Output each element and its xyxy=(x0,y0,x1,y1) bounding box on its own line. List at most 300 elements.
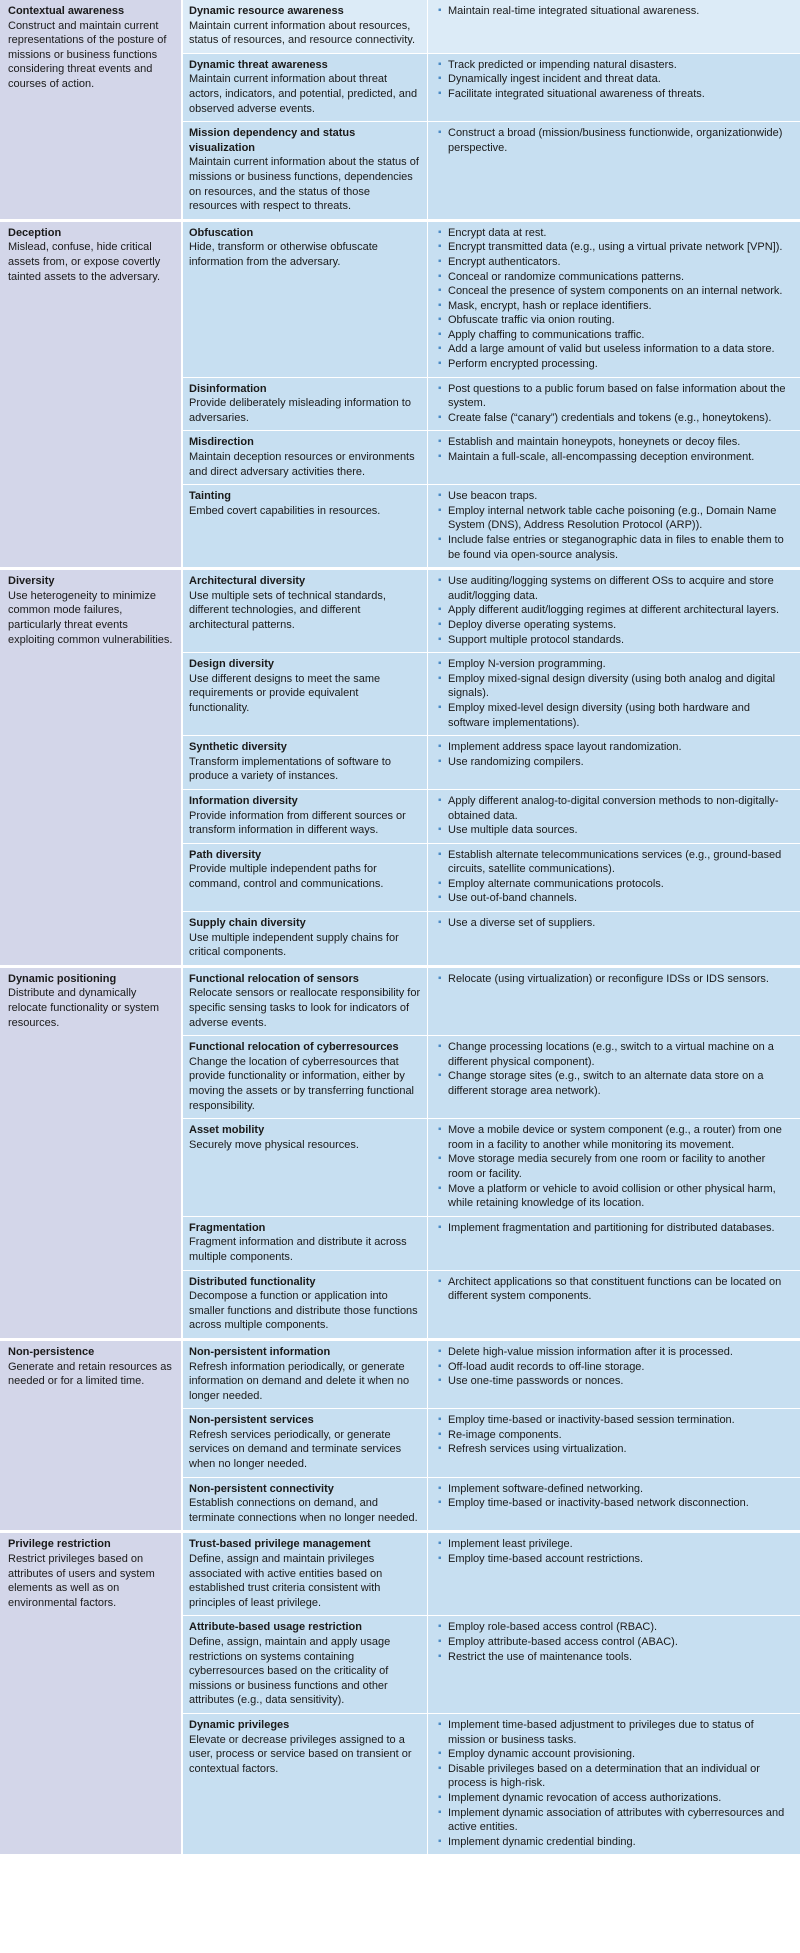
technique-title: Dynamic positioning xyxy=(8,972,117,985)
example-item xyxy=(438,574,792,603)
approach-description: Maintain current information about the status of missions or business functions, dependencies on resources, and the status of those resources with respect to threats. xyxy=(189,156,419,213)
bullet-icon: ▪ xyxy=(438,1041,442,1053)
approach-description: Use different designs to meet the same requirements or provide equivalent functionality. xyxy=(189,672,381,714)
approach-title: Asset mobility xyxy=(189,1124,265,1137)
approach-description: Relocate sensors or reallocate responsibility for specific sensing tasks to look for indicators of adverse events. xyxy=(189,987,421,1029)
examples-list xyxy=(438,382,792,426)
approach-description: Maintain deception resources or environments and direct adversary activities there. xyxy=(189,451,415,478)
approach-cell xyxy=(182,1409,428,1477)
examples-cell xyxy=(428,1713,800,1855)
technique-description: Construct and maintain current representations of the posture of missions or business functions considering threat events and courses of action. xyxy=(8,19,167,90)
example-text: Use one-time passwords or nonces. xyxy=(448,1375,624,1388)
example-item xyxy=(438,411,792,426)
approach-title: Supply chain diversity xyxy=(189,917,306,930)
approach-description: Change the location of cyberresources that provide functionality or information, either by moving the assets or by transferring functional responsibility. xyxy=(189,1055,415,1112)
example-item xyxy=(438,1413,792,1428)
examples-list xyxy=(438,1482,792,1511)
approach-description: Define, assign and maintain privileges associated with active entities based on established trust criteria consistent with principles of least privilege. xyxy=(189,1553,383,1609)
approach-cell xyxy=(182,1270,428,1339)
example-text: Add a large amount of valid but useless information to a data store. xyxy=(448,343,775,356)
technique-description: Distribute and dynamically relocate functionality or system resources. xyxy=(8,987,160,1029)
bullet-icon: ▪ xyxy=(438,972,442,984)
approach-description: Elevate or decrease privileges assigned to a user, process or service based on transient or contextual factors. xyxy=(189,1733,412,1775)
example-text: Implement dynamic credential binding. xyxy=(448,1835,636,1848)
approach-title: Misdirection xyxy=(189,436,254,449)
examples-cell xyxy=(428,569,800,653)
bullet-icon: ▪ xyxy=(438,1748,442,1760)
examples-cell xyxy=(428,1270,800,1339)
example-item xyxy=(438,1345,792,1360)
bullet-icon: ▪ xyxy=(438,127,442,139)
approach-title: Non-persistent information xyxy=(189,1345,331,1358)
examples-cell xyxy=(428,1409,800,1477)
example-text: Employ internal network table cache poisoning (e.g., Domain Name System (DNS), Address Resolution Protocol (ARP)). xyxy=(448,504,777,532)
bullet-icon: ▪ xyxy=(438,1124,442,1136)
approach-description: Use multiple sets of technical standards, different technologies, and different architectural patterns. xyxy=(189,589,386,631)
bullet-icon: ▪ xyxy=(438,1414,442,1426)
example-item xyxy=(438,1650,792,1665)
bullet-icon: ▪ xyxy=(438,451,442,463)
example-text: Employ time-based or inactivity-based session termination. xyxy=(448,1414,735,1427)
technique-title: Deception xyxy=(8,226,62,239)
bullet-icon: ▪ xyxy=(438,1791,442,1803)
example-item xyxy=(438,1152,792,1181)
technique-cell xyxy=(0,0,182,220)
example-text: Change storage sites (e.g., switch to an alternate data store on a different storage area network). xyxy=(448,1070,764,1097)
example-item xyxy=(438,672,792,701)
example-item xyxy=(438,1428,792,1443)
example-item xyxy=(438,226,792,241)
example-text: Implement software-defined networking. xyxy=(448,1482,644,1495)
example-text: Restrict the use of maintenance tools. xyxy=(448,1650,633,1663)
example-text: Establish alternate telecommunications services (e.g., ground-based circuits, satellite communications). xyxy=(448,848,782,876)
approach-description: Use multiple independent supply chains for critical components. xyxy=(189,931,399,959)
example-text: Perform encrypted processing. xyxy=(448,358,598,371)
approach-title: Functional relocation of cyberresources xyxy=(189,1041,399,1054)
example-item xyxy=(438,1762,792,1791)
bullet-icon: ▪ xyxy=(438,618,442,630)
examples-cell xyxy=(428,53,800,121)
bullet-icon: ▪ xyxy=(438,824,442,836)
example-item xyxy=(438,357,792,372)
example-item xyxy=(438,1552,792,1567)
technique-title: Contextual awareness xyxy=(8,5,125,17)
example-text: Off-load audit records to off-line storage. xyxy=(448,1360,645,1373)
examples-cell xyxy=(428,966,800,1035)
example-item xyxy=(438,58,792,73)
approach-description: Define, assign, maintain and apply usage restrictions on systems containing cyberresources based on the criticality of missions or business functions and other attributes (e.g., data sensitivity). xyxy=(189,1636,391,1707)
example-text: Implement address space layout randomization. xyxy=(448,741,682,754)
example-text: Facilitate integrated situational awareness of threats. xyxy=(448,87,705,100)
example-item xyxy=(438,313,792,328)
technique-description: Restrict privileges based on attributes of users and system elements as well as on environmental factors. xyxy=(8,1553,155,1609)
example-item xyxy=(438,1360,792,1375)
approach-cell xyxy=(182,220,428,377)
example-text: Use auditing/logging systems on different OSs to acquire and store audit/logging data. xyxy=(448,575,774,602)
approach-cell xyxy=(182,377,428,431)
technique-title: Diversity xyxy=(8,575,55,588)
examples-cell xyxy=(428,653,800,736)
example-item xyxy=(438,1482,792,1497)
approach-cell xyxy=(182,653,428,736)
approach-description: Decompose a function or application into smaller functions and distribute those functions across multiple components. xyxy=(189,1290,418,1332)
example-text: Deploy diverse operating systems. xyxy=(448,618,617,631)
examples-cell xyxy=(428,1036,800,1119)
example-text: Implement fragmentation and partitioning for distributed databases. xyxy=(448,1221,775,1234)
examples-list xyxy=(438,1537,792,1566)
example-text: Use randomizing compilers. xyxy=(448,755,584,768)
approach-title: Tainting xyxy=(189,490,231,503)
example-text: Implement dynamic revocation of access authorizations. xyxy=(448,1791,722,1804)
table-row xyxy=(0,0,800,53)
example-item xyxy=(438,603,792,618)
example-item xyxy=(438,435,792,450)
bullet-icon: ▪ xyxy=(438,1182,442,1194)
bullet-icon: ▪ xyxy=(438,343,442,355)
example-item xyxy=(438,382,792,411)
example-item xyxy=(438,1275,792,1304)
example-text: Support multiple protocol standards. xyxy=(448,633,625,646)
example-text: Delete high-value mission information after it is processed. xyxy=(448,1345,733,1358)
examples-list xyxy=(438,657,792,730)
example-text: Implement least privilege. xyxy=(448,1538,573,1551)
bullet-icon: ▪ xyxy=(438,436,442,448)
bullet-icon: ▪ xyxy=(438,73,442,85)
examples-cell xyxy=(428,912,800,967)
examples-list xyxy=(438,1275,792,1304)
examples-list xyxy=(438,848,792,906)
example-text: Encrypt transmitted data (e.g., using a virtual private network [VPN]). xyxy=(448,241,783,254)
bullet-icon: ▪ xyxy=(438,358,442,370)
example-item xyxy=(438,270,792,285)
example-text: Change processing locations (e.g., switch to a virtual machine on a different physical component). xyxy=(448,1041,774,1068)
examples-list xyxy=(438,1620,792,1664)
examples-cell xyxy=(428,431,800,485)
example-text: Use out-of-band channels. xyxy=(448,892,578,905)
examples-cell xyxy=(428,1532,800,1616)
example-item xyxy=(438,848,792,877)
example-item xyxy=(438,701,792,730)
approach-title: Architectural diversity xyxy=(189,575,306,588)
example-item xyxy=(438,533,792,562)
example-item xyxy=(438,740,792,755)
example-item xyxy=(438,1040,792,1069)
example-item xyxy=(438,72,792,87)
example-item xyxy=(438,1835,792,1850)
example-text: Use multiple data sources. xyxy=(448,824,578,837)
examples-list xyxy=(438,1345,792,1389)
example-text: Conceal or randomize communications patterns. xyxy=(448,270,685,283)
examples-list xyxy=(438,1413,792,1457)
example-item xyxy=(438,1374,792,1389)
approach-description: Embed covert capabilities in resources. xyxy=(189,504,381,517)
example-text: Employ dynamic account provisioning. xyxy=(448,1748,636,1761)
bullet-icon: ▪ xyxy=(438,382,442,394)
examples-list xyxy=(438,58,792,102)
example-item xyxy=(438,299,792,314)
example-item xyxy=(438,618,792,633)
bullet-icon: ▪ xyxy=(438,917,442,929)
bullet-icon: ▪ xyxy=(438,490,442,502)
example-text: Use a diverse set of suppliers. xyxy=(448,917,596,930)
approach-title: Design diversity xyxy=(189,658,274,671)
example-text: Maintain a full-scale, all-encompassing deception environment. xyxy=(448,451,755,464)
examples-list xyxy=(438,574,792,647)
example-text: Employ alternate communications protocols. xyxy=(448,877,664,890)
example-item xyxy=(438,87,792,102)
approach-title: Dynamic resource awareness xyxy=(189,5,344,17)
example-item xyxy=(438,504,792,533)
approach-description: Refresh services periodically, or generate services on demand and terminate services when no longer needed. xyxy=(189,1428,402,1471)
approach-cell xyxy=(182,912,428,967)
approach-cell xyxy=(182,1216,428,1270)
example-text: Employ role-based access control (RBAC). xyxy=(448,1621,658,1634)
examples-cell xyxy=(428,1216,800,1270)
approach-description: Provide multiple independent paths for command, control and communications. xyxy=(189,863,384,890)
example-item xyxy=(438,891,792,906)
approach-cell xyxy=(182,1339,428,1408)
approach-cell xyxy=(182,431,428,485)
bullet-icon: ▪ xyxy=(438,1070,442,1082)
example-item xyxy=(438,240,792,255)
bullet-icon: ▪ xyxy=(438,1538,442,1550)
bullet-icon: ▪ xyxy=(438,1718,442,1730)
example-text: Encrypt authenticators. xyxy=(448,255,561,268)
example-item xyxy=(438,126,792,155)
bullet-icon: ▪ xyxy=(438,701,442,713)
example-item xyxy=(438,1221,792,1236)
approach-cell xyxy=(182,843,428,911)
approach-cell xyxy=(182,485,428,569)
examples-list xyxy=(438,435,792,464)
example-text: Apply chaffing to communications traffic. xyxy=(448,328,645,341)
example-text: Establish and maintain honeypots, honeynets or decoy files. xyxy=(448,436,741,449)
approach-cell xyxy=(182,789,428,843)
example-text: Disable privileges based on a determination that an individual or process is high-risk. xyxy=(448,1762,760,1790)
examples-list xyxy=(438,1718,792,1849)
approach-title: Dynamic privileges xyxy=(189,1718,290,1731)
technique-cell xyxy=(0,966,182,1339)
bullet-icon: ▪ xyxy=(438,314,442,326)
bullet-icon: ▪ xyxy=(438,504,442,516)
examples-list xyxy=(438,1040,792,1098)
example-text: Architect applications so that constituent functions can be located on different system components. xyxy=(448,1275,782,1303)
table-row xyxy=(0,220,800,377)
approach-cell xyxy=(182,1713,428,1855)
bullet-icon: ▪ xyxy=(438,1360,442,1372)
bullet-icon: ▪ xyxy=(438,755,442,767)
example-text: Post questions to a public forum based on false information about the system. xyxy=(448,382,786,410)
approach-title: Distributed functionality xyxy=(189,1275,316,1288)
bullet-icon: ▪ xyxy=(438,328,442,340)
approach-cell xyxy=(182,1616,428,1714)
approach-cell xyxy=(182,1036,428,1119)
approach-title: Synthetic diversity xyxy=(189,741,287,754)
example-item xyxy=(438,1496,792,1511)
examples-cell xyxy=(428,736,800,790)
approach-description: Hide, transform or otherwise obfuscate information from the adversary. xyxy=(189,241,378,268)
example-text: Move storage media securely from one room or facility to another room or facility. xyxy=(448,1153,766,1180)
approach-description: Refresh information periodically, or generate information on demand and delete it when no longer needed. xyxy=(189,1360,410,1402)
example-item xyxy=(438,1791,792,1806)
examples-cell xyxy=(428,1477,800,1532)
bullet-icon: ▪ xyxy=(438,1497,442,1509)
bullet-icon: ▪ xyxy=(438,241,442,253)
examples-cell xyxy=(428,789,800,843)
example-text: Encrypt data at rest. xyxy=(448,226,547,239)
example-text: Employ attribute-based access control (ABAC). xyxy=(448,1636,678,1648)
approach-cell xyxy=(182,1477,428,1532)
bullet-icon: ▪ xyxy=(438,1221,442,1233)
example-item xyxy=(438,450,792,465)
example-item xyxy=(438,342,792,357)
examples-cell xyxy=(428,220,800,377)
examples-cell xyxy=(428,485,800,569)
bullet-icon: ▪ xyxy=(438,575,442,587)
approach-title: Attribute-based usage restriction xyxy=(189,1621,362,1634)
example-text: Implement time-based adjustment to privileges due to status of mission or business tasks. xyxy=(448,1718,754,1746)
bullet-icon: ▪ xyxy=(438,87,442,99)
technique-cell xyxy=(0,1532,182,1856)
example-item xyxy=(438,255,792,270)
examples-cell xyxy=(428,122,800,221)
example-item xyxy=(438,972,792,987)
approach-cell xyxy=(182,966,428,1035)
example-item xyxy=(438,1806,792,1835)
bullet-icon: ▪ xyxy=(438,255,442,267)
examples-list xyxy=(438,794,792,838)
bullet-icon: ▪ xyxy=(438,226,442,238)
bullet-icon: ▪ xyxy=(438,1835,442,1847)
bullet-icon: ▪ xyxy=(438,892,442,904)
table-row xyxy=(0,1532,800,1616)
example-item xyxy=(438,794,792,823)
technique-description: Mislead, confuse, hide critical assets from, or expose covertly tainted assets to the adversary. xyxy=(8,241,161,283)
example-text: Track predicted or impending natural disasters. xyxy=(448,58,677,71)
example-item xyxy=(438,1635,792,1650)
examples-list xyxy=(438,1221,792,1236)
example-text: Mask, encrypt, hash or replace identifiers. xyxy=(448,299,652,312)
example-text: Relocate (using virtualization) or reconfigure IDSs or IDS sensors. xyxy=(448,972,769,985)
bullet-icon: ▪ xyxy=(438,848,442,860)
example-text: Obfuscate traffic via onion routing. xyxy=(448,314,615,327)
approach-description: Fragment information and distribute it across multiple components. xyxy=(189,1236,407,1263)
approach-cell xyxy=(182,1532,428,1616)
bullet-icon: ▪ xyxy=(438,1153,442,1165)
bullet-icon: ▪ xyxy=(438,1650,442,1662)
approach-description: Transform implementations of software to produce a variety of instances. xyxy=(189,755,391,783)
approach-title: Non-persistent connectivity xyxy=(189,1482,334,1495)
example-text: Employ N-version programming. xyxy=(448,658,606,671)
example-item xyxy=(438,657,792,672)
approach-cell xyxy=(182,1119,428,1217)
example-item xyxy=(438,755,792,770)
approach-cell xyxy=(182,569,428,653)
approach-title: Fragmentation xyxy=(189,1221,266,1234)
approach-cell xyxy=(182,0,428,53)
approach-title: Mission dependency and status visualization xyxy=(189,127,356,154)
example-text: Conceal the presence of system components on an internal network. xyxy=(448,285,783,298)
examples-cell xyxy=(428,0,800,53)
example-text: Apply different audit/logging regimes at different architectural layers. xyxy=(448,604,779,617)
approach-description: Provide deliberately misleading information to adversaries. xyxy=(189,397,411,424)
examples-list xyxy=(438,1123,792,1211)
approach-title: Information diversity xyxy=(189,794,298,807)
example-item xyxy=(438,1718,792,1747)
approach-title: Disinformation xyxy=(189,382,267,395)
approach-description: Maintain current information about threat actors, indicators, and potential, predicted, and observed adverse events. xyxy=(189,73,418,115)
example-text: Employ time-based account restrictions. xyxy=(448,1553,644,1566)
bullet-icon: ▪ xyxy=(438,877,442,889)
bullet-icon: ▪ xyxy=(438,285,442,297)
bullet-icon: ▪ xyxy=(438,5,442,16)
examples-cell xyxy=(428,843,800,911)
examples-cell xyxy=(428,1119,800,1217)
examples-list xyxy=(438,126,792,155)
example-text: Maintain real-time integrated situational awareness. xyxy=(448,5,700,17)
example-item xyxy=(438,284,792,299)
bullet-icon: ▪ xyxy=(438,1375,442,1387)
technique-description: Generate and retain resources as needed or for a limited time. xyxy=(8,1360,172,1388)
approach-cell xyxy=(182,736,428,790)
bullet-icon: ▪ xyxy=(438,1428,442,1440)
examples-list xyxy=(438,489,792,562)
example-item xyxy=(438,633,792,648)
bullet-icon: ▪ xyxy=(438,1762,442,1774)
bullet-icon: ▪ xyxy=(438,658,442,670)
example-item xyxy=(438,1537,792,1552)
bullet-icon: ▪ xyxy=(438,1275,442,1287)
example-text: Implement dynamic association of attributes with cyberresources and active entities. xyxy=(448,1806,785,1834)
approach-title: Trust-based privilege management xyxy=(189,1538,371,1551)
bullet-icon: ▪ xyxy=(438,1443,442,1455)
example-text: Include false entries or steganographic data in files to enable them to be found via open-source analysis. xyxy=(448,534,784,561)
approach-title: Non-persistent services xyxy=(189,1414,314,1427)
examples-list xyxy=(438,740,792,769)
example-item xyxy=(438,328,792,343)
bullet-icon: ▪ xyxy=(438,1621,442,1633)
approach-description: Provide information from different sources or transform information in different ways. xyxy=(189,809,406,837)
bullet-icon: ▪ xyxy=(438,534,442,545)
bullet-icon: ▪ xyxy=(438,1553,442,1565)
table-row xyxy=(0,569,800,653)
approach-title: Functional relocation of sensors xyxy=(189,972,359,985)
technique-cell xyxy=(0,220,182,568)
example-text: Re-image components. xyxy=(448,1428,562,1441)
example-text: Apply different analog-to-digital conversion methods to non-digitally-obtained data. xyxy=(448,794,779,822)
example-text: Move a platform or vehicle to avoid collision or other physical harm, while retaining knowledge of its location. xyxy=(448,1182,776,1210)
table-row xyxy=(0,1339,800,1408)
example-item xyxy=(438,1442,792,1457)
example-item xyxy=(438,877,792,892)
example-item xyxy=(438,1182,792,1211)
example-item xyxy=(438,916,792,931)
example-text: Refresh services using virtualization. xyxy=(448,1443,627,1456)
example-text: Create false (“canary”) credentials and tokens (e.g., honeytokens). xyxy=(448,411,772,424)
example-item xyxy=(438,1123,792,1152)
example-item xyxy=(438,1069,792,1098)
bullet-icon: ▪ xyxy=(438,741,442,753)
example-item xyxy=(438,489,792,504)
approach-cell xyxy=(182,53,428,121)
approach-cell xyxy=(182,122,428,221)
bullet-icon: ▪ xyxy=(438,794,442,806)
examples-cell xyxy=(428,377,800,431)
bullet-icon: ▪ xyxy=(438,1482,442,1494)
approach-title: Path diversity xyxy=(189,848,262,861)
examples-cell xyxy=(428,1616,800,1714)
example-text: Employ time-based or inactivity-based network disconnection. xyxy=(448,1497,749,1510)
